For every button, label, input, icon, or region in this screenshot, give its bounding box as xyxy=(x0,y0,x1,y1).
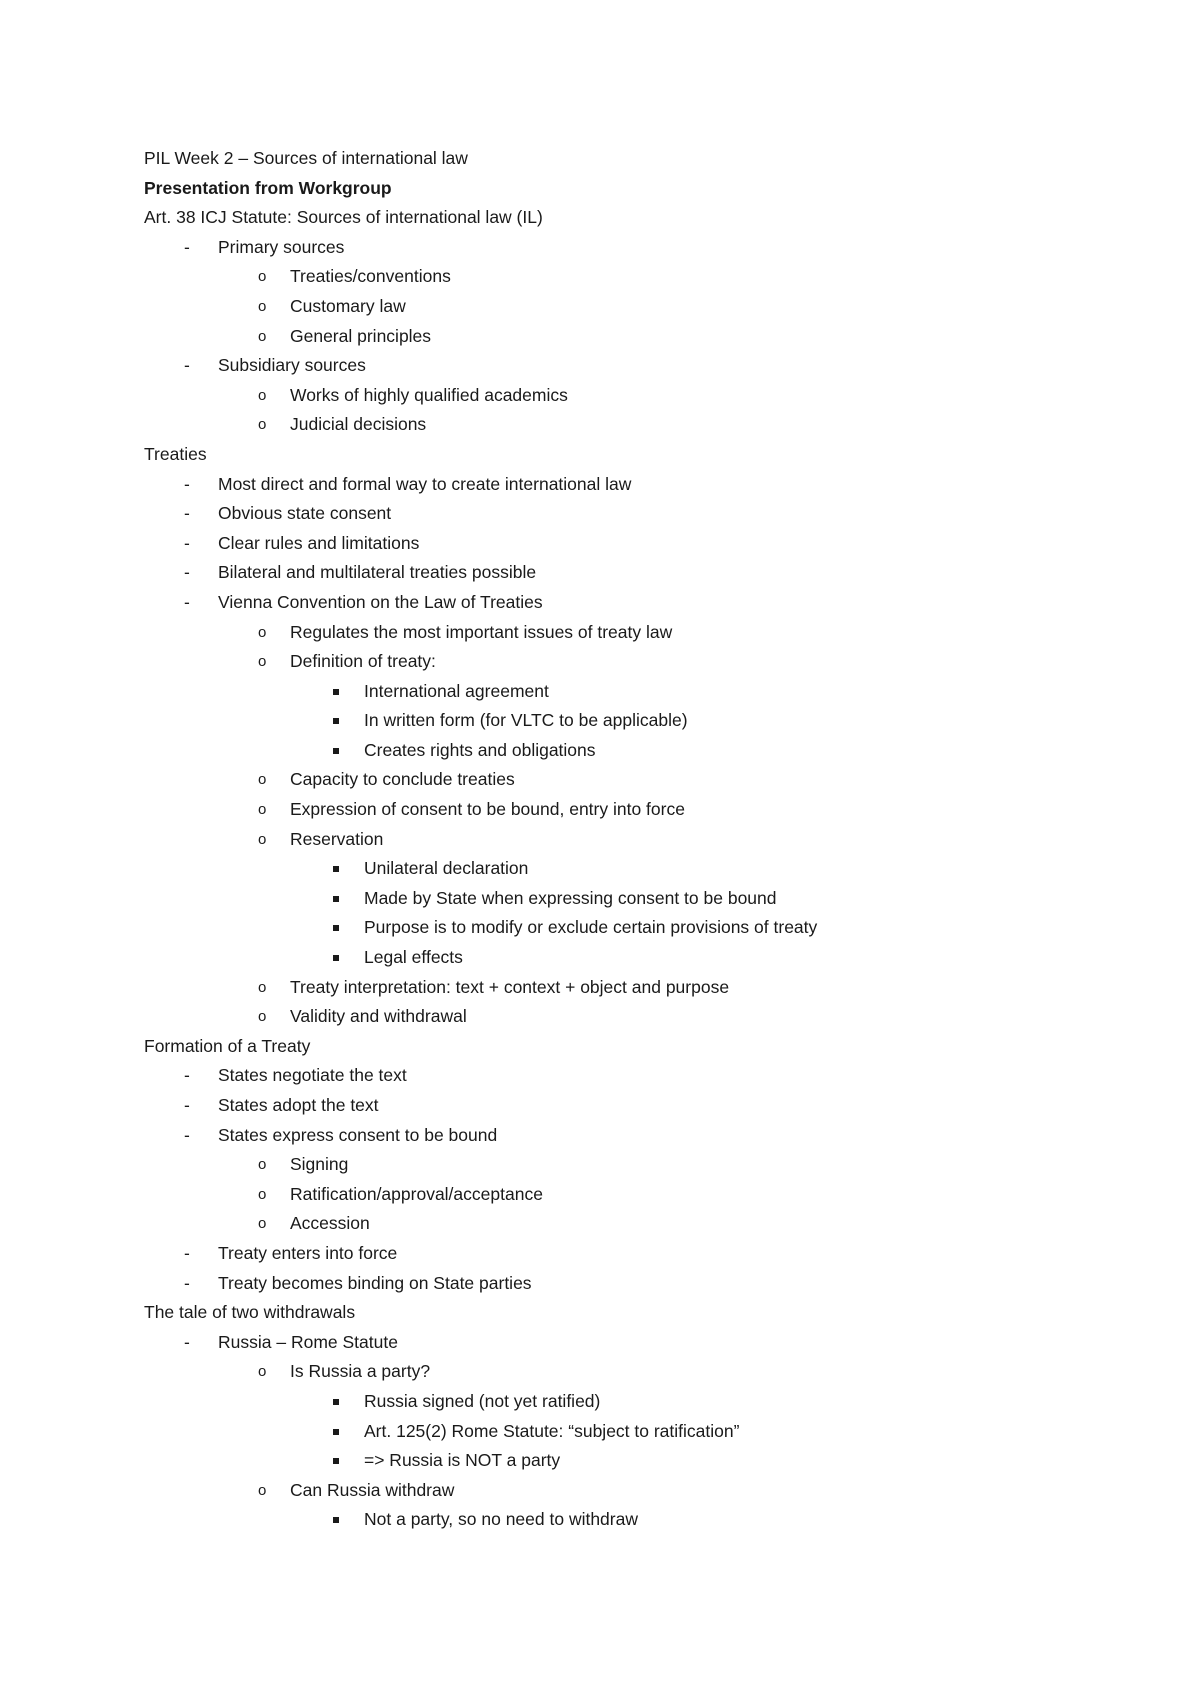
list-item xyxy=(144,736,1074,766)
line-text: Not a party, so no need to withdraw xyxy=(364,1509,638,1530)
square-bullet-icon xyxy=(333,718,339,724)
list-item xyxy=(144,558,1074,588)
list-item xyxy=(144,884,1074,914)
square-bullet-icon xyxy=(333,1399,339,1405)
dash-bullet: - xyxy=(184,1242,190,1263)
dash-bullet: - xyxy=(184,1124,190,1145)
list-item xyxy=(144,262,1074,292)
list-item xyxy=(144,854,1074,884)
line-text: Customary law xyxy=(290,295,406,316)
line-text: Made by State when expressing consent to be bound xyxy=(364,887,777,908)
list-item xyxy=(144,1150,1074,1180)
dash-bullet: - xyxy=(184,1095,190,1115)
line-text: Formation of a Treaty xyxy=(144,1035,311,1056)
dash-bullet: - xyxy=(184,1272,190,1293)
list-item xyxy=(144,765,1074,795)
list-item xyxy=(144,1061,1074,1091)
list-item xyxy=(144,973,1074,1003)
square-bullet-icon xyxy=(333,866,339,872)
list-item xyxy=(144,351,1074,381)
line-text: Russia – Rome Statute xyxy=(218,1331,398,1352)
list-item xyxy=(144,1091,1074,1121)
list-item xyxy=(144,1180,1074,1210)
circle-bullet: o xyxy=(258,268,267,286)
circle-bullet: o xyxy=(258,771,267,789)
circle-bullet: o xyxy=(258,1363,267,1381)
line-text: Reservation xyxy=(290,828,384,849)
dash-bullet: - xyxy=(184,503,190,524)
circle-bullet: o xyxy=(258,386,267,404)
list-item xyxy=(144,618,1074,648)
line-text: Clear rules and limitations xyxy=(218,532,420,553)
square-bullet-icon xyxy=(333,955,339,961)
line-text: Art. 38 ICJ Statute: Sources of international law (IL) xyxy=(144,207,543,228)
list-item xyxy=(144,588,1074,618)
line-text: Definition of treaty: xyxy=(290,651,436,672)
list-item xyxy=(144,677,1074,707)
line-text: Purpose is to modify or exclude certain provisions of treaty xyxy=(364,917,818,938)
line-text: States adopt the text xyxy=(218,1095,379,1115)
line-text: In written form (for VLTC to be applicable) xyxy=(364,710,688,731)
line-text: Treaties/conventions xyxy=(290,266,451,287)
list-item xyxy=(144,943,1074,973)
circle-bullet: o xyxy=(258,801,267,819)
dash-bullet: - xyxy=(184,1331,190,1352)
list-item xyxy=(144,1121,1074,1151)
circle-bullet: o xyxy=(258,416,267,434)
line-text: Ratification/approval/acceptance xyxy=(290,1183,543,1204)
square-bullet-icon xyxy=(333,1517,339,1523)
list-item xyxy=(144,322,1074,352)
circle-bullet: o xyxy=(258,1481,267,1499)
line-text: Treaties xyxy=(144,443,207,464)
list-item xyxy=(144,913,1074,943)
dash-bullet: - xyxy=(184,532,190,553)
list-item xyxy=(144,706,1074,736)
line-text: Legal effects xyxy=(364,947,463,968)
list-item xyxy=(144,410,1074,440)
line-text: International agreement xyxy=(364,680,549,701)
circle-bullet: o xyxy=(258,297,267,315)
list-item xyxy=(144,825,1074,855)
dash-bullet: - xyxy=(184,236,190,257)
line-text: Signing xyxy=(290,1154,349,1175)
line-text: Obvious state consent xyxy=(218,503,392,524)
list-item xyxy=(144,647,1074,677)
line-text: Validity and withdrawal xyxy=(290,1006,467,1027)
line-text: Presentation from Workgroup xyxy=(144,177,392,198)
list-item xyxy=(144,1209,1074,1239)
line-text: Capacity to conclude treaties xyxy=(290,769,515,790)
dash-bullet: - xyxy=(184,562,190,583)
dash-bullet: - xyxy=(184,1065,190,1086)
square-bullet-icon xyxy=(333,896,339,902)
circle-bullet: o xyxy=(258,978,267,996)
list-item xyxy=(144,795,1074,825)
list-item xyxy=(144,1269,1074,1299)
line-text: Works of highly qualified academics xyxy=(290,384,568,405)
line-text: Treaty enters into force xyxy=(218,1242,398,1263)
list-item xyxy=(144,1505,1074,1535)
list-item xyxy=(144,499,1074,529)
circle-bullet: o xyxy=(258,1156,267,1174)
square-bullet-icon xyxy=(333,748,339,754)
heading-line xyxy=(144,203,1074,233)
line-text: Creates rights and obligations xyxy=(364,739,596,760)
line-text: PIL Week 2 – Sources of international law xyxy=(144,148,468,168)
list-item xyxy=(144,233,1074,263)
circle-bullet: o xyxy=(258,653,267,671)
circle-bullet: o xyxy=(258,1185,267,1203)
square-bullet-icon xyxy=(333,689,339,695)
line-text: Subsidiary sources xyxy=(218,355,366,376)
line-text: Expression of consent to be bound, entry into force xyxy=(290,799,685,820)
list-item xyxy=(144,1328,1074,1358)
list-item xyxy=(144,1446,1074,1476)
list-item xyxy=(144,470,1074,500)
heading-line xyxy=(144,1032,1074,1062)
line-text: Treaty interpretation: text + context + object and purpose xyxy=(290,976,730,997)
list-item xyxy=(144,1476,1074,1506)
line-text: Most direct and formal way to create international law xyxy=(218,473,632,494)
line-text: Accession xyxy=(290,1213,370,1234)
square-bullet-icon xyxy=(333,925,339,931)
list-item xyxy=(144,1387,1074,1417)
list-item xyxy=(144,292,1074,322)
line-text: States express consent to be bound xyxy=(218,1124,498,1145)
line-text: Bilateral and multilateral treaties possible xyxy=(218,562,537,583)
line-text: Is Russia a party? xyxy=(290,1361,431,1382)
list-item xyxy=(144,1357,1074,1387)
list-item xyxy=(144,381,1074,411)
heading-line xyxy=(144,144,1074,174)
line-text: Treaty becomes binding on State parties xyxy=(218,1272,532,1293)
list-item xyxy=(144,529,1074,559)
line-text: General principles xyxy=(290,325,432,346)
dash-bullet: - xyxy=(184,355,190,376)
line-text: Primary sources xyxy=(218,236,345,257)
line-text: The tale of two withdrawals xyxy=(144,1302,356,1323)
line-text: Vienna Convention on the Law of Treaties xyxy=(218,591,543,612)
line-text: Can Russia withdraw xyxy=(290,1479,455,1500)
heading-line xyxy=(144,440,1074,470)
heading-line xyxy=(144,1298,1074,1328)
square-bullet-icon xyxy=(333,1458,339,1464)
line-text: Russia signed (not yet ratified) xyxy=(364,1390,601,1411)
dash-bullet: - xyxy=(184,473,190,494)
line-text: Judicial decisions xyxy=(290,414,427,435)
circle-bullet: o xyxy=(258,1215,267,1233)
line-text: Art. 125(2) Rome Statute: “subject to ratification” xyxy=(364,1420,740,1441)
circle-bullet: o xyxy=(258,830,267,848)
line-text: => Russia is NOT a party xyxy=(364,1450,561,1471)
heading-line xyxy=(144,174,1074,204)
list-item xyxy=(144,1239,1074,1269)
dash-bullet: - xyxy=(184,591,190,612)
list-item xyxy=(144,1417,1074,1447)
circle-bullet: o xyxy=(258,1008,267,1026)
line-text: Unilateral declaration xyxy=(364,858,529,879)
document-body xyxy=(144,144,1074,1535)
line-text: Regulates the most important issues of treaty law xyxy=(290,621,673,642)
square-bullet-icon xyxy=(333,1429,339,1435)
circle-bullet: o xyxy=(258,327,267,345)
line-text: States negotiate the text xyxy=(218,1065,407,1086)
list-item xyxy=(144,1002,1074,1032)
circle-bullet: o xyxy=(258,623,267,641)
